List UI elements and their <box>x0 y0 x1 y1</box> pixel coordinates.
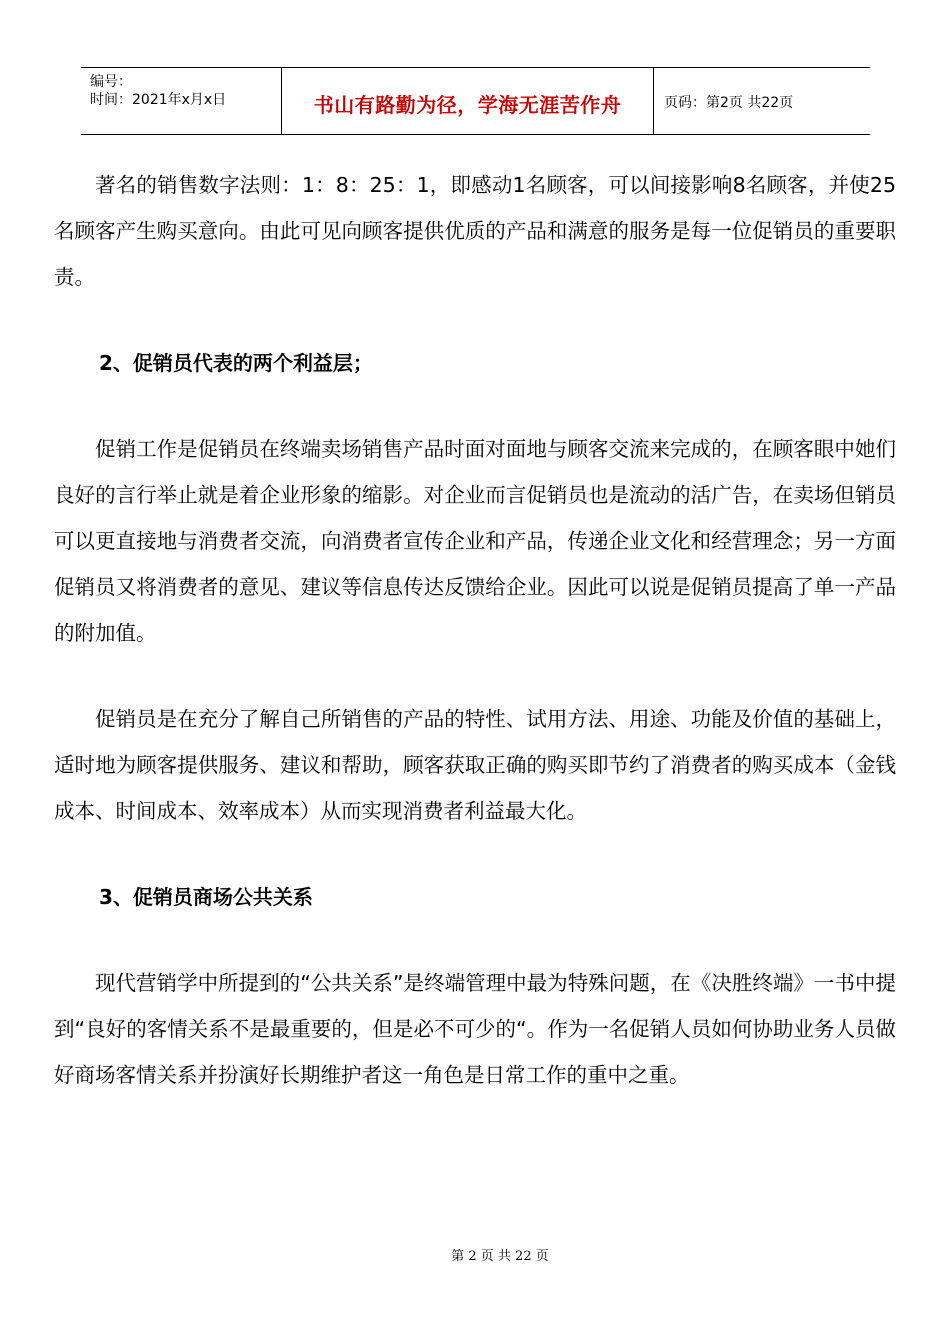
paragraph-promoter-role: 促销员是在充分了解自己所销售的产品的特性、试用方法、用途、功能及价值的基础上，适时地为顾客提供服务、建议和帮助，顾客获取正确的购买即节约了消费者的购买成本（金钱成本、时间成本、效率成本）从而实现消费者利益最大化。 <box>54 707 896 823</box>
section-heading-3: 3、促销员商场公共关系 <box>99 885 313 909</box>
page-footer: 第 2 页 共 22 页 <box>451 1249 549 1264</box>
document-body <box>54 162 896 1098</box>
section-heading-2: 2、促销员代表的两个利益层； <box>99 351 373 375</box>
date-label: 时间：2021年x月x日 <box>90 92 227 108</box>
header-page-info: 页码：第2页 共22页 <box>664 95 794 111</box>
paragraph-public-relations: 现代营销学中所提到的“公共关系”是终端管理中最为特殊问题，在《决胜终端》一书中提到“良好的客情关系不是最重要的，但是必不可少的“。作为一名促销人员如何协助业务人员做好商场客情关系并扮演好长期维护者这一角色是日常工作的重中之重。 <box>54 971 896 1087</box>
paragraph-promotion-work: 促销工作是促销员在终端卖场销售产品时面对面地与顾客交流来完成的，在顾客眼中她们良好的言行举止就是着企业形象的缩影。对企业而言促销员也是流动的活广告，在卖场但销员可以更直接地与消费者交流，向消费者宣传企业和产品，传递企业文化和经营理念；另一方面促销员又将消费者的意见、建议等信息传达反馈给企业。因此可以说是促销员提高了单一产品的附加值。 <box>54 437 896 645</box>
paragraph-sales-rule: 著名的销售数字法则：1：8：25：1，即感动1名顾客，可以间接影响8名顾客，并使25名顾客产生购买意向。由此可见向顾客提供优质的产品和满意的服务是每一位促销员的重要职责。 <box>54 173 896 289</box>
number-label: 编号： <box>90 74 132 90</box>
page-header <box>81 67 870 135</box>
header-motto: 书山有路勤为径，学海无涯苦作舟 <box>282 68 654 134</box>
header-left-cell <box>81 68 282 134</box>
